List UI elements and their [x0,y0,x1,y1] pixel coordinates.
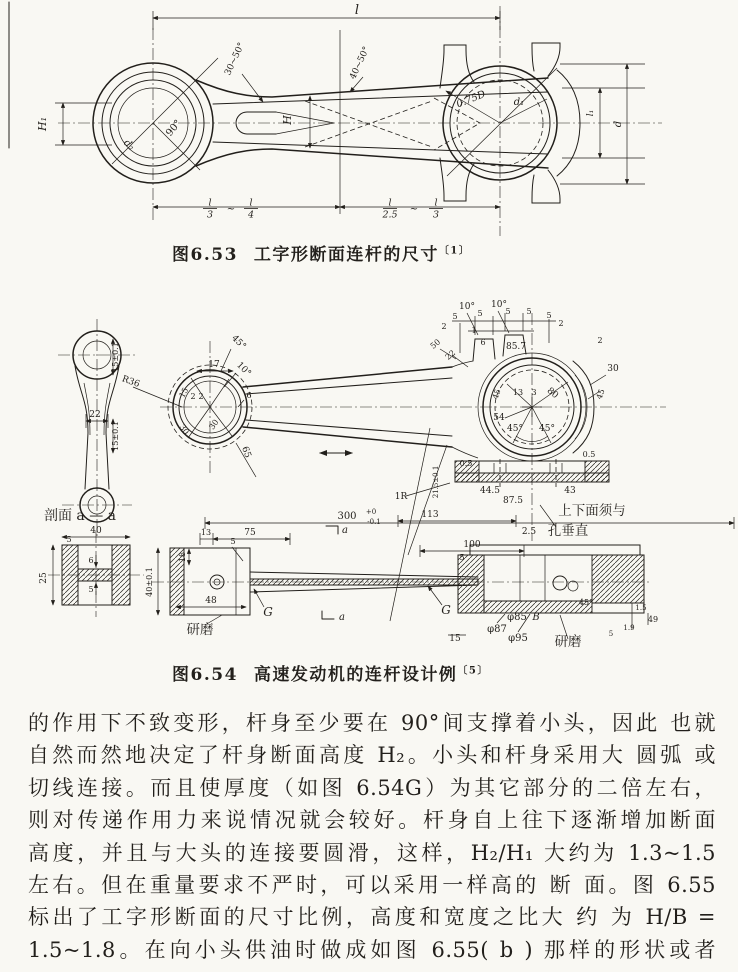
dim-label: 65 [239,445,253,460]
dim-label: d₂ [121,137,137,153]
figure-6-53-caption [0,240,738,265]
dim-label: 1R [394,492,408,502]
dim-label: 43 [564,486,576,496]
dim-label: 30 [607,364,619,374]
section-a-a-view [48,531,144,617]
dim-label: 87.5 [502,496,524,506]
svg-text:4: 4 [247,209,255,221]
figure-caption-number: 图6.53 [172,245,238,265]
dim-label: 研磨 [554,634,582,650]
dim-label: 0.75D [454,88,488,111]
svg-text:2.5: 2.5 [382,209,398,221]
dim-label: 30~50° [223,41,248,78]
dim-label: 48 [205,596,217,606]
big-end-side-view [420,545,648,639]
dim-fraction [244,198,258,221]
dim-label: 45° [578,598,594,607]
conrod-top-view [58,319,182,537]
dim-label: 90° [164,118,184,139]
text-line: 1.5~1.8。在向小头供油时做成如图 6.55( b ) 那样的形状或者 [28,937,716,962]
dim-label: 45 [490,387,503,401]
dim-label: 44.5 [479,486,501,496]
svg-text:3: 3 [432,209,440,221]
text-line: 自然而然地决定了杆身断面高度 H₂。小头和杆身采用大 圆弧 或 [28,743,716,768]
dim-label: 30 [207,417,221,432]
dim-label: 40~50° [348,45,373,82]
dim-label: 3 [531,388,537,397]
dim-label: 15 [449,634,461,644]
dim-label: a [342,525,348,536]
text-line: 切线连接。而且使厚度（如图 6.54G）为其它部分的二倍左右， [28,775,716,800]
dim-label: 剖面 a — a [43,508,117,524]
dim-fraction [203,198,217,221]
dim-label: 22 [443,348,458,362]
svg-text:l: l [249,197,253,209]
dim-label: 5 [608,630,614,638]
dim-label: 1.9 [623,624,635,632]
dim-label: l₁ [586,109,596,117]
dim-label: 45° [539,424,555,434]
dim-label: 18 [178,551,187,563]
dim-label: +0 [365,508,377,516]
dim-label: φ87 [487,624,507,635]
svg-text:l: l [434,197,438,209]
dim-label: 113 [421,510,439,520]
dim-label: 17 [208,360,220,370]
dim-label: 上下面须与 [558,503,626,519]
dim-label: 0.5 [459,459,473,468]
text-line: 左右。但在重量要求不严时，可以采用一样高的 断 面。图 6.55 [28,873,716,898]
dim-label: 45 [594,387,607,401]
dim-label: 5 [88,585,94,594]
dim-label: 30 [177,422,191,437]
svg-text:l: l [388,197,392,209]
dim-label: 5 [505,307,511,316]
dim-label: 100 [463,540,481,550]
figure-caption-number: 图6.54 [172,665,238,685]
dim-label: 2 [190,392,196,401]
dim-label: -0.1 [367,518,381,526]
dim-label: 40 [90,526,102,536]
dim-label: 15±0.1 [111,342,120,372]
dim-label: 2 [441,322,447,331]
dim-label: ~ [226,204,236,215]
dim-label: 1.5 [635,604,647,612]
conrod-side-view [58,6,662,236]
figure-6-53-drawing [0,0,738,240]
figure-6-53-annotations [36,3,624,221]
dim-label: 2 [597,336,603,345]
dim-label: 21.5±0.1 [432,465,440,499]
dim-label: 研磨 [186,622,214,638]
figure-caption-ref: 〔1〕 [438,245,471,257]
dim-label: 300 [337,511,357,522]
dim-label: 85.7 [505,342,527,352]
dim-label: l [354,3,360,18]
dim-fraction [429,198,443,221]
dim-label: 孔垂直 [547,523,589,539]
text-line: 高度，并且与大头的连接要圆滑，这样，H₂/H₁ 大约为 1.3~1.5 [28,840,716,865]
dim-label: 6 [480,338,486,347]
dim-label: 0.5 [582,450,596,459]
figure-caption-title: 高速发动机的连杆设计例 [253,665,458,685]
svg-text:l: l [208,197,212,209]
dim-label: R36 [120,374,141,390]
figure-caption-ref: 〔5〕 [457,665,489,677]
dim-label: H₁ [36,116,49,132]
dim-label: 5 [230,537,236,546]
dim-label: G [441,603,451,617]
dim-label: φ95 [508,633,528,644]
text-line: 则对传递作用力来说情况就会较好。杆身自上往下逐渐增加断面 [28,808,716,833]
dim-label: a [339,612,345,623]
dim-label: 75 [244,528,256,538]
dim-label: 50 [428,337,443,351]
dim-label: 25 [39,572,49,584]
dim-label: 6 [246,391,252,400]
dim-label: 5 [546,311,552,320]
dim-label: 10° [459,302,475,312]
dim-label: 2.5 [521,527,537,537]
dim-label: 54 [493,413,505,423]
figure-6-54-caption [0,660,738,685]
dim-label: 22 [89,410,101,420]
dim-label: B [532,612,540,623]
dimension-lines [55,11,645,207]
dim-label: 15±0.1 [111,421,120,451]
dim-label: 80 [544,385,560,401]
dim-label: 49 [647,615,659,624]
dim-label: 5 [452,312,458,321]
dim-label: 1 [471,326,477,335]
dim-label: ~ [409,204,419,215]
dim-label: d [613,120,624,128]
dim-label: d₁ [513,97,525,108]
dim-label: 13 [512,388,524,397]
figure-6-54-drawing [0,283,738,661]
figure-caption-title: 工字形断面连杆的尺寸 [253,245,439,265]
dim-label: 10° [234,360,253,379]
dim-label: 45° [507,424,523,434]
dim-label: G [263,605,273,619]
dim-label: 5 [459,553,465,562]
dim-label: 6 [88,556,94,565]
dim-label: 2 [558,319,564,328]
text-line: 的作用下不致变形，杆身至少要在 90°间支撑着小头，因此 也就 [28,711,716,735]
dim-label: H [281,115,294,125]
dim-label: 45° [229,333,248,352]
dim-label: φ85 [507,612,527,623]
dim-fraction [381,198,397,221]
dim-label: 40±0.1 [145,567,154,597]
body-paragraph [28,707,716,966]
dim-label: 5 [526,307,532,316]
dim-label: 5 [66,535,72,544]
text-line: 标出了工字形断面的尺寸比例，高度和宽度之比大 约 为 H/B = [28,905,716,930]
dim-label: 13 [200,528,212,537]
svg-text:3: 3 [206,209,214,221]
dim-label: 5 [477,309,483,318]
dim-label: 10° [491,300,507,310]
dim-label: 15 [177,386,191,400]
dim-label: 2 [198,392,204,401]
